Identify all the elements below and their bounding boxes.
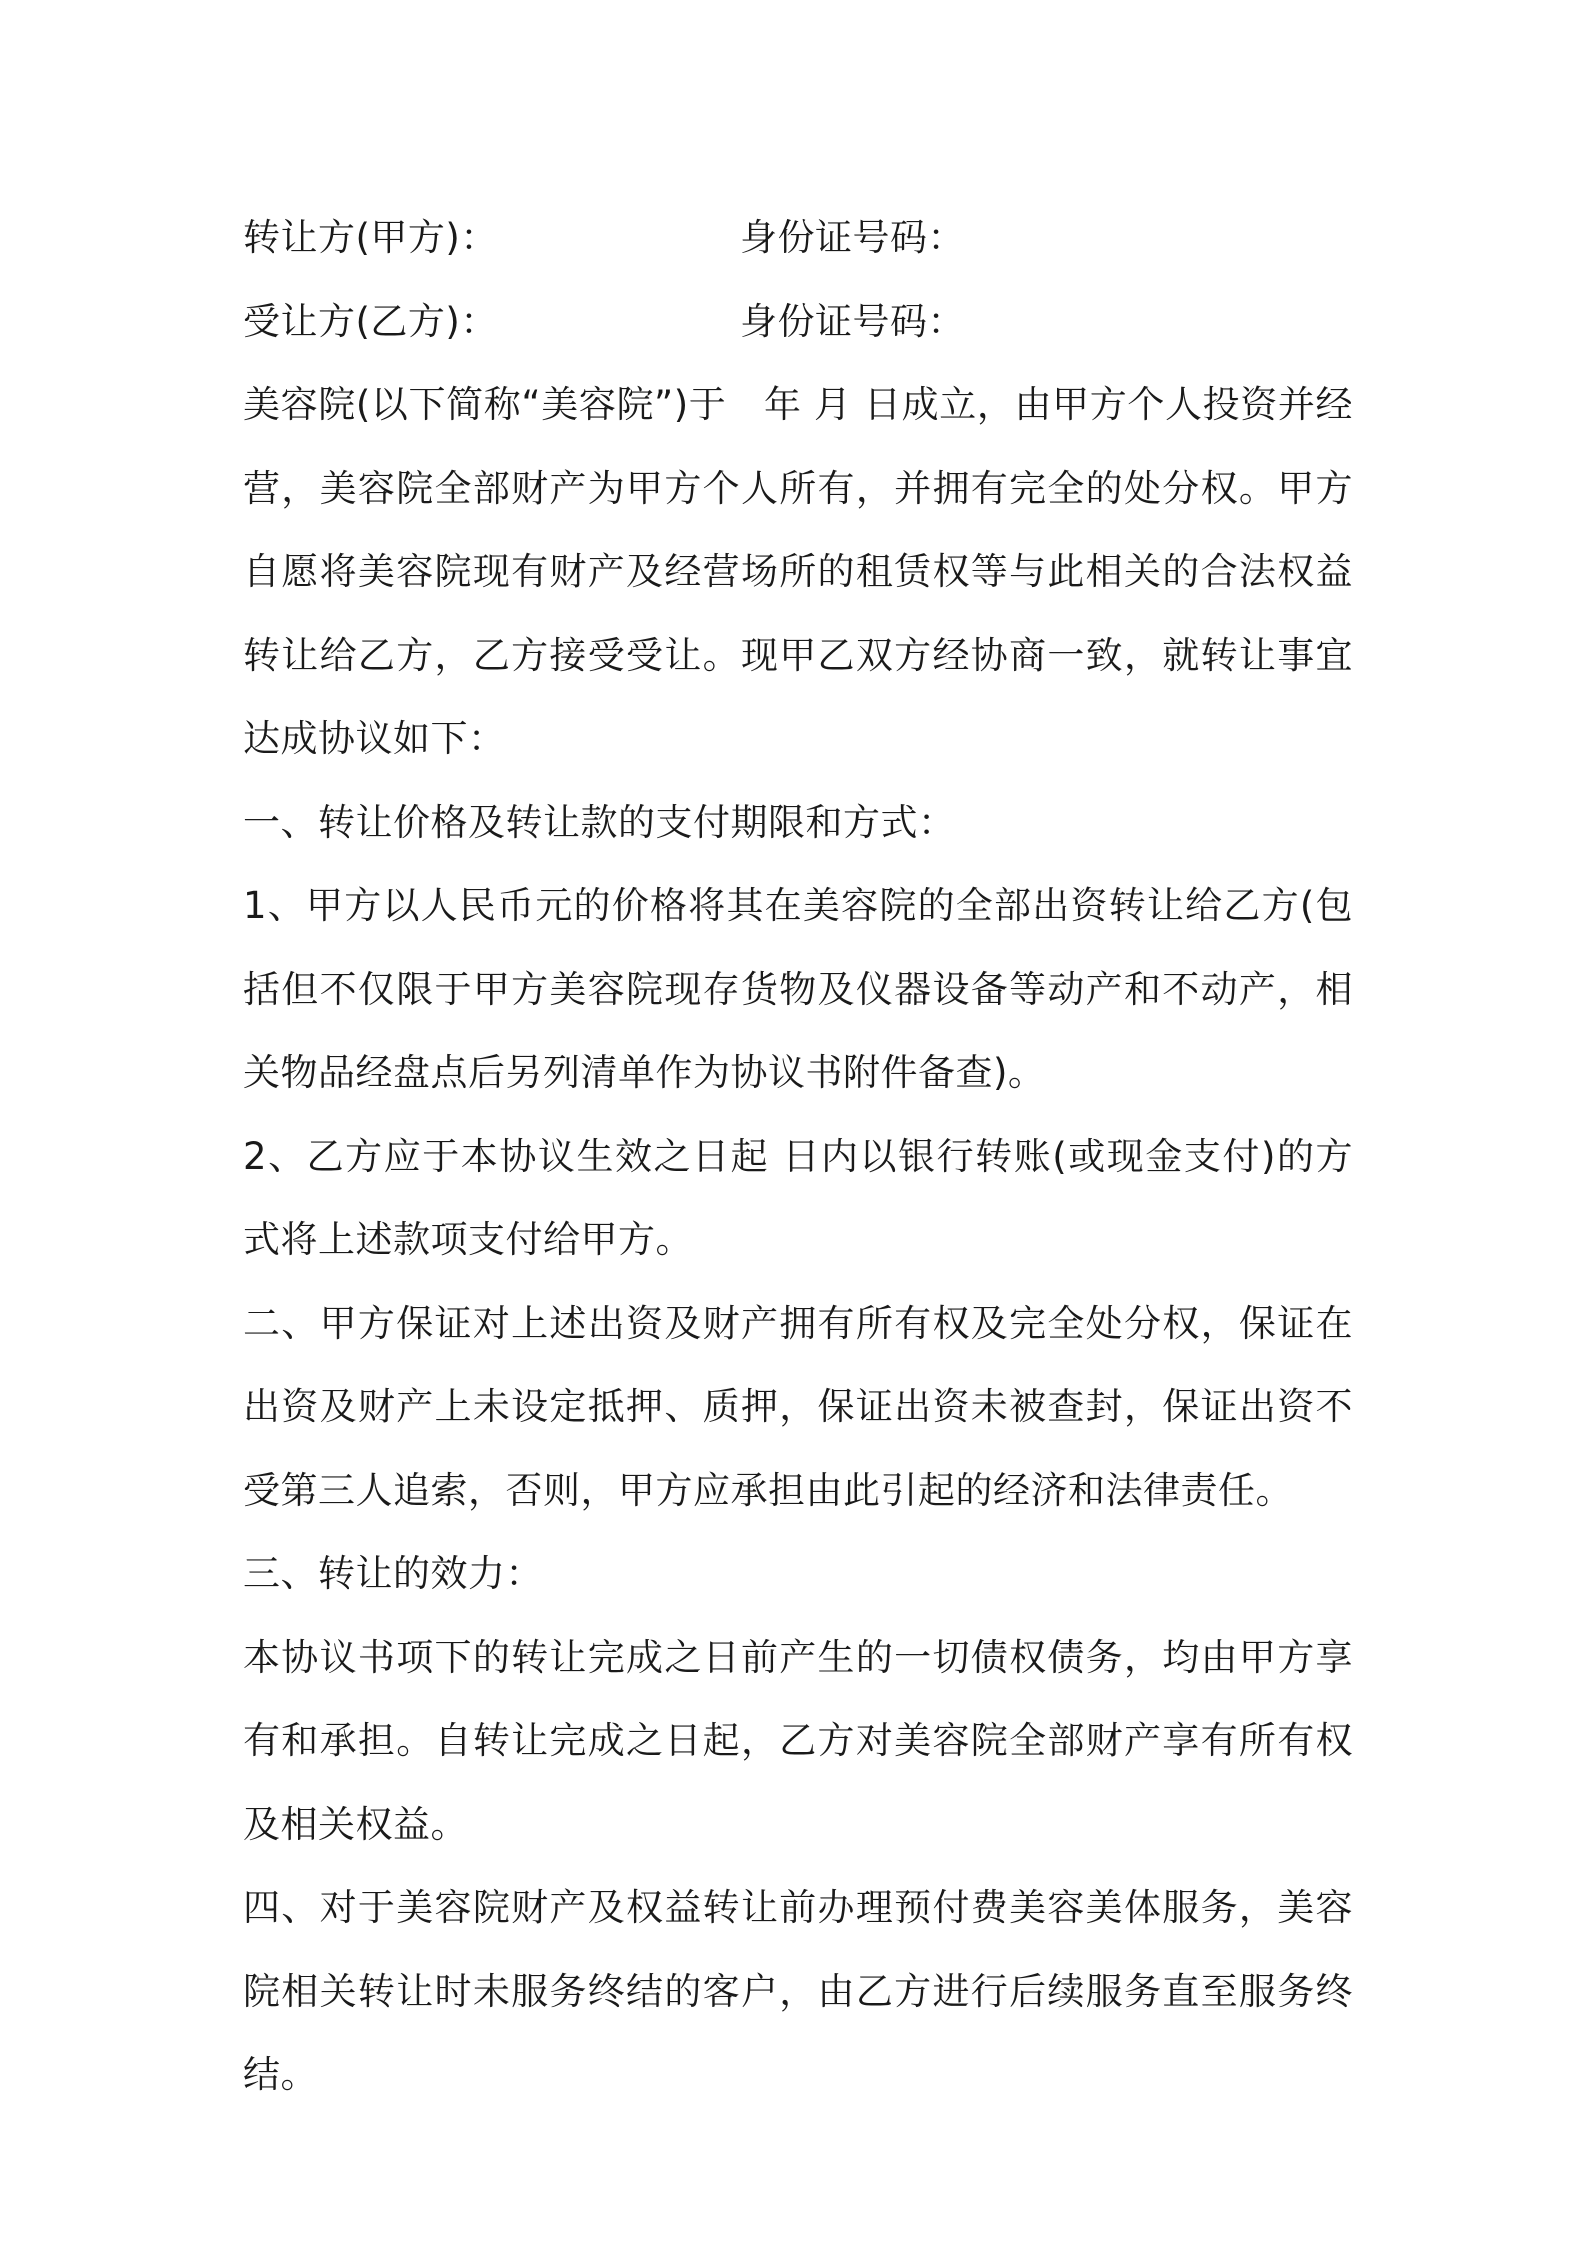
section-1-item-2: 2、乙方应于本协议生效之日起 日内以银行转账(或现金支付)的方式将上述款项支付给甲方。	[243, 1134, 1353, 1261]
transferor-label: 转让方(甲方)：	[243, 216, 498, 259]
section-2-paragraph: 二、甲方保证对上述出资及财产拥有所有权及完全处分权，保证在出资及财产上未设定抵押、质押，保证出资未被查封，保证出资不受第三人追索，否则，甲方应承担由此引起的经济和法律责任。	[243, 1301, 1353, 1512]
document-body	[243, 196, 1353, 2117]
section-1-item-1: 1、甲方以人民币元的价格将其在美容院的全部出资转让给乙方(包括但不仅限于甲方美容院现存货物及仪器设备等动产和不动产，相关物品经盘点后另列清单作为协议书附件备查)。	[243, 884, 1353, 1094]
transferee-row	[243, 280, 1353, 364]
section-1-heading: 一、转让价格及转让款的支付期限和方式：	[243, 800, 956, 844]
transferee-id-label: 身份证号码：	[740, 299, 965, 343]
section-3-paragraph: 本协议书项下的转让完成之日前产生的一切债权债务，均由甲方享有和承担。自转让完成之日起，乙方对美容院全部财产享有所有权及相关权益。	[243, 1635, 1353, 1846]
transferee-label: 受让方(乙方)：	[243, 299, 498, 343]
transferor-row	[243, 196, 1353, 280]
section-3-heading: 三、转让的效力：	[243, 1552, 543, 1595]
transferor-id-label: 身份证号码：	[740, 216, 965, 259]
section-4-paragraph: 四、对于美容院财产及权益转让前办理预付费美容美体服务，美容院相关转让时未服务终结的客户，由乙方进行后续服务直至服务终结。	[243, 1886, 1353, 2096]
preamble-paragraph: 美容院(以下简称“美容院”)于 年 月 日成立，由甲方个人投资并经营，美容院全部财产为甲方个人所有，并拥有完全的处分权。甲方自愿将美容院现有财产及经营场所的租赁权等与此相关的合法权益转让给乙方，乙方接受受让。现甲乙双方经协商一致，就转让事宜达成协议如下：	[243, 383, 1353, 760]
